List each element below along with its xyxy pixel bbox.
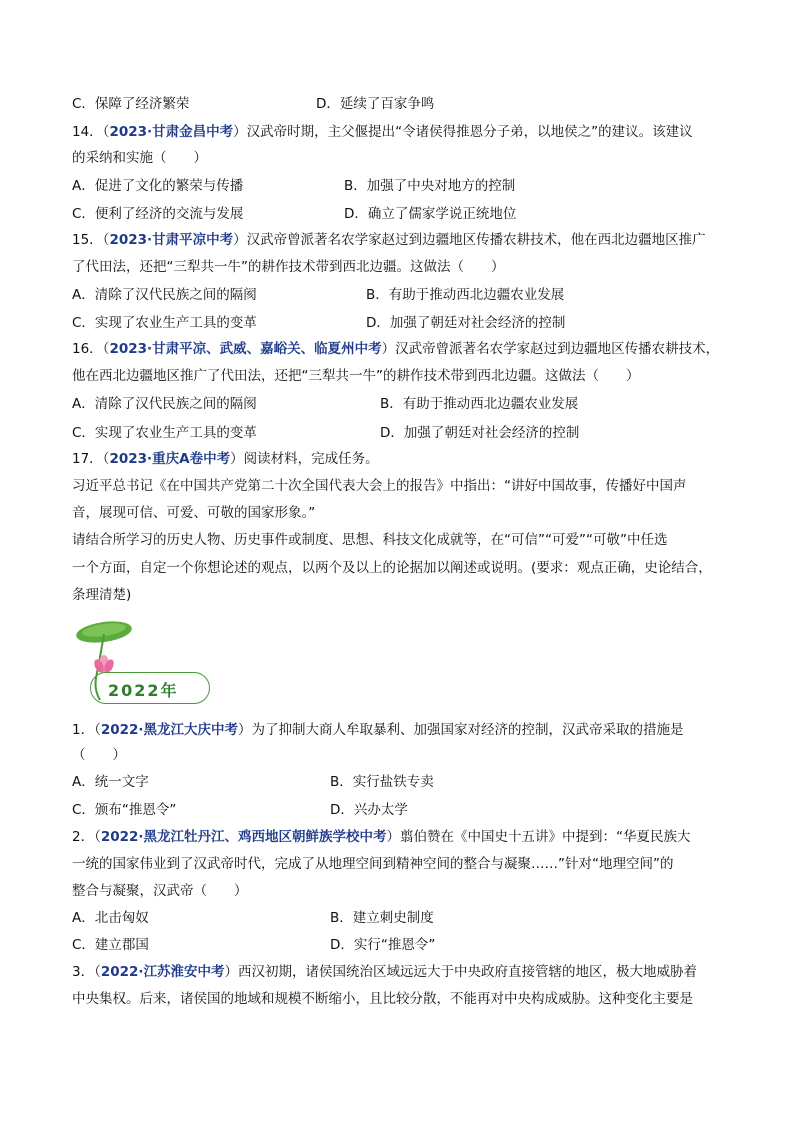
section-year-title: 2022年 [108, 681, 179, 700]
q14-stem [72, 122, 724, 142]
q2-source: 2022·黑龙江牡丹江、鸡西地区朝鲜族学校中考 [100, 829, 387, 845]
q2-option-d: D．实行“推恩令” [330, 937, 436, 953]
q16-option-b: B．有助于推动西北边疆农业发展 [380, 396, 579, 412]
q15-number: 15．（ [72, 232, 110, 248]
q15-option-d: D．加强了朝廷对社会经济的控制 [366, 315, 566, 331]
q15-stem [72, 230, 724, 250]
q14-text: ）汉武帝时期，主父偃提出“令诸侯得推恩分子弟，以地侯之”的建议。该建议 [233, 124, 693, 140]
q17-material-line2: 音，展现可信、可爱、可敬的国家形象。” [72, 505, 316, 521]
q2-stem [72, 827, 724, 847]
q2-number: 2．（ [72, 829, 101, 845]
q14-source: 2023·甘肃金昌中考 [109, 124, 234, 140]
q15-stem-line2: 了代田法，还把“三犁共一牛”的耕作技术带到西北边疆。这做法（ ） [72, 259, 505, 275]
q17-task-line1: 请结合所学习的历史人物、历史事件或制度、思想、科技文化成就等，在“可信”“可爱”“可敬”中任选 [72, 532, 668, 548]
q2-text: ）翦伯赞在《中国史十五讲》中提到：“华夏民族大 [386, 829, 691, 845]
q16-option-d: D．加强了朝廷对社会经济的控制 [380, 425, 580, 441]
q14-option-c: C．便利了经济的交流与发展 [72, 206, 244, 222]
q1-option-b: B．实行盐铁专卖 [330, 774, 434, 790]
q16-number: 16．（ [72, 341, 110, 357]
q16-text: ）汉武帝曾派著名农学家赵过到边疆地区传播农耕技术， [381, 341, 720, 357]
q1-text: ）为了抑制大商人牟取暴利、加强国家对经济的控制，汉武帝采取的措施是 [238, 722, 684, 738]
q1-stem [72, 720, 724, 740]
q2-option-c: C．建立郡国 [72, 937, 149, 953]
q16-stem-line2: 他在西北边疆地区推广了代田法，还把“三犁共一牛”的耕作技术带到西北边疆。这做法（ ） [72, 368, 640, 384]
q14-option-d: D．确立了儒家学说正统地位 [344, 206, 517, 222]
q16-source: 2023·甘肃平凉、武威、嘉峪关、临夏州中考 [109, 341, 382, 357]
q14-stem-line2: 的采纳和实施（ ） [72, 150, 207, 166]
q14-option-b: B．加强了中央对地方的控制 [344, 178, 516, 194]
q16-stem [72, 339, 724, 359]
q2-stem-line2: 一统的国家伟业到了汉武帝时代，完成了从地理空间到精神空间的整合与凝聚……”针对“地理空间”的 [72, 856, 674, 872]
q17-task-line2: 一个方面，自定一个你想论述的观点，以两个及以上的论据加以阐述或说明。(要求：观点正确，史论结合， [72, 560, 712, 576]
q3-number: 3．（ [72, 964, 101, 980]
q1-option-a: A．统一文字 [72, 774, 149, 790]
q1-option-c: C．颁布“推恩令” [72, 802, 177, 818]
q1-stem-line2: （ ） [72, 747, 126, 763]
q17-text: ）阅读材料，完成任务。 [230, 451, 379, 467]
q16-option-a: A．清除了汉代民族之间的隔阂 [72, 396, 257, 412]
q1-option-d: D．兴办太学 [330, 802, 408, 818]
q14-option-a: A．促进了文化的繁荣与传播 [72, 178, 244, 194]
q3-text: ）西汉初期，诸侯国统治区域远远大于中央政府直接管辖的地区，极大地威胁着 [224, 964, 698, 980]
q15-text: ）汉武帝曾派著名农学家赵过到边疆地区传播农耕技术，他在西北边疆地区推广 [233, 232, 706, 248]
q17-number: 17．（ [72, 451, 110, 467]
q3-stem [72, 962, 724, 982]
q17-task-line3: 条理清楚) [72, 587, 132, 603]
q17-material-line1: 习近平总书记《在中国共产党第二十次全国代表大会上的报告》中指出：“讲好中国故事，传播好中国声 [72, 478, 687, 494]
q2-stem-line3: 整合与凝聚，汉武帝（ ） [72, 883, 248, 899]
q3-source: 2022·江苏淮安中考 [100, 964, 225, 980]
q15-option-b: B．有助于推动西北边疆农业发展 [366, 287, 565, 303]
q17-stem [72, 449, 724, 469]
q13-option-c: C．保障了经济繁荣 [72, 96, 190, 112]
q3-stem-line2: 中央集权。后来，诸侯国的地域和规模不断缩小，且比较分散，不能再对中央构成威胁。这种变化主要是 [72, 991, 693, 1007]
q2-option-b: B．建立刺史制度 [330, 910, 434, 926]
q15-option-c: C．实现了农业生产工具的变革 [72, 315, 257, 331]
q15-option-a: A．清除了汉代民族之间的隔阂 [72, 287, 257, 303]
q2-option-a: A．北击匈奴 [72, 910, 149, 926]
q17-source: 2023·重庆A卷中考 [109, 451, 231, 467]
q14-number: 14．（ [72, 124, 110, 140]
q1-source: 2022·黑龙江大庆中考 [100, 722, 239, 738]
q16-option-c: C．实现了农业生产工具的变革 [72, 425, 257, 441]
q15-source: 2023·甘肃平凉中考 [109, 232, 234, 248]
q13-option-d: D．延续了百家争鸣 [316, 96, 435, 112]
q1-number: 1．（ [72, 722, 101, 738]
